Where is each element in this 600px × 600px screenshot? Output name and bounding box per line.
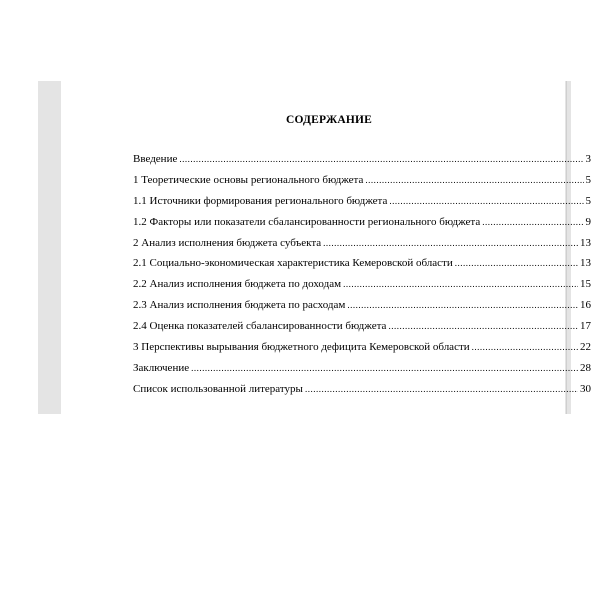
- toc-dot-leader: [482, 217, 583, 227]
- toc-entry-text: Список использованной литературы: [133, 382, 303, 395]
- toc-entry[interactable]: [133, 257, 591, 278]
- toc-page-number: 5: [585, 194, 591, 207]
- toc-page-number: 28: [580, 361, 591, 374]
- page-title: СОДЕРЖАНИЕ: [285, 114, 373, 126]
- toc-page-number: 30: [580, 382, 591, 395]
- toc-page-number: 13: [580, 257, 591, 270]
- toc-entry[interactable]: [133, 320, 591, 341]
- toc-entry[interactable]: [133, 237, 591, 258]
- toc-entry[interactable]: [133, 153, 591, 174]
- toc-dot-leader: [191, 363, 578, 373]
- toc-entry[interactable]: [133, 278, 591, 299]
- toc-entry-text: 2.2 Анализ исполнения бюджета по доходам: [133, 278, 342, 291]
- toc-dot-leader: [472, 342, 578, 352]
- toc-dot-leader: [323, 238, 578, 248]
- toc-entry-text: Заключение: [133, 361, 190, 374]
- toc-dot-leader: [305, 384, 578, 394]
- toc-dot-leader: [179, 154, 583, 164]
- toc-entry[interactable]: [133, 195, 591, 216]
- toc-entry[interactable]: [133, 341, 591, 362]
- toc-page-number: 3: [585, 153, 591, 165]
- toc-entry[interactable]: [133, 362, 591, 383]
- toc-page-number: 17: [580, 320, 591, 333]
- toc-page-number: 22: [580, 341, 591, 354]
- toc-entry-text: 2.3 Анализ исполнения бюджета по расходам: [133, 299, 346, 312]
- toc-entry-text: Введение: [133, 153, 178, 165]
- toc-page-number: 13: [580, 236, 591, 249]
- toc-dot-leader: [455, 258, 578, 268]
- toc-entry-text: 3 Перспективы вырывания бюджетного дефицита Кемеровской области: [133, 341, 470, 354]
- toc-entry-text: 2.4 Оценка показателей сбалансированности бюджета: [133, 320, 387, 333]
- toc-dot-leader: [347, 300, 578, 310]
- document-page: [61, 81, 591, 414]
- toc-entry[interactable]: [133, 216, 591, 237]
- toc-entry-text: 1.2 Факторы или показатели сбалансированности регионального бюджета: [133, 215, 481, 228]
- toc-dot-leader: [388, 321, 578, 331]
- toc-dot-leader: [343, 279, 578, 289]
- toc-dot-leader: [365, 175, 583, 185]
- toc-page-number: 5: [585, 173, 591, 186]
- toc-entry-text: 2.1 Социально-экономическая характеристика Кемеровской области: [133, 257, 453, 270]
- toc-entry-text: 1 Теоретические основы регионального бюджета: [133, 173, 364, 186]
- toc-entry-text: 2 Анализ исполнения бюджета субъекта: [133, 236, 322, 249]
- toc-page-number: 9: [585, 215, 591, 228]
- toc-page-number: 16: [580, 299, 591, 312]
- toc-page-number: 15: [580, 278, 591, 291]
- toc-entry[interactable]: [133, 383, 591, 404]
- table-of-contents: [133, 153, 591, 404]
- toc-entry-text: 1.1 Источники формирования регионального бюджета: [133, 194, 388, 207]
- toc-dot-leader: [389, 196, 583, 206]
- left-page-gutter: [38, 81, 61, 414]
- toc-entry[interactable]: [133, 174, 591, 195]
- toc-entry[interactable]: [133, 299, 591, 320]
